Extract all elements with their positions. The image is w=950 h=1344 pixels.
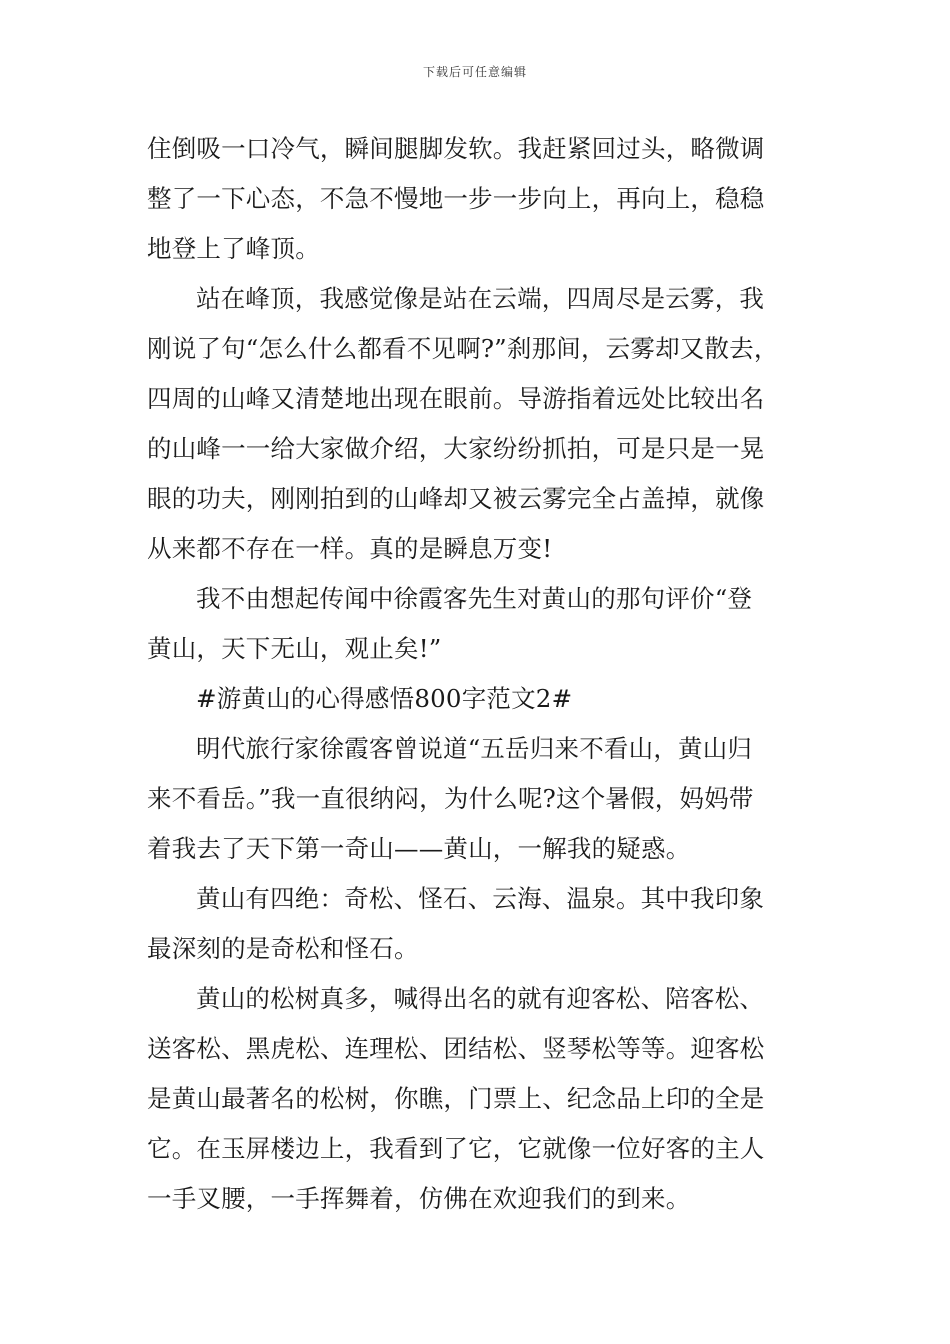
text-line: 来不看岳。”我一直很纳闷，为什么呢?这个暑假，妈妈带 [147,784,754,813]
text-line: 明代旅行家徐霞客曾说道“五岳归来不看山，黄山归 [196,734,753,763]
page-header: 下载后可任意编辑 [422,65,527,79]
section-heading: #游黄山的心得感悟800字范文2# [196,684,573,713]
text-line: 我不由想起传闻中徐霞客先生对黄山的那句评价“登 [196,584,753,613]
text-line: 刚说了句“怎么什么都看不见啊?”刹那间，云雾却又散去， [147,334,779,363]
text-line: 一手叉腰，一手挥舞着，仿佛在欢迎我们的到来。 [147,1184,691,1213]
text-line: 的山峰一一给大家做介绍，大家纷纷抓拍，可是只是一晃 [147,434,765,463]
text-line: 送客松、黑虎松、连理松、团结松、竖琴松等等。迎客松 [147,1034,765,1063]
text-line: 黄山，天下无山，观止矣!” [147,634,442,663]
text-line: 地登上了峰顶。 [147,234,320,263]
text-line: 站在峰顶，我感觉像是站在云端，四周尽是云雾，我 [196,284,765,313]
text-line: 最深刻的是奇松和怪石。 [147,934,419,963]
text-line: 它。在玉屏楼边上，我看到了它，它就像一位好客的主人 [147,1134,765,1163]
text-line: 着我去了天下第一奇山——黄山，一解我的疑惑。 [147,834,691,863]
text-line: 从来都不存在一样。真的是瞬息万变! [147,534,553,563]
text-line: 黄山有四绝：奇松、怪石、云海、温泉。其中我印象 [196,884,765,913]
text-line: 整了一下心态，不急不慢地一步一步向上，再向上，稳稳 [147,184,765,213]
text-line: 四周的山峰又清楚地出现在眼前。导游指着远处比较出名 [147,384,765,413]
document-body [147,124,809,1224]
text-line: 是黄山最著名的松树，你瞧，门票上、纪念品上印的全是 [147,1084,765,1113]
text-line: 眼的功夫，刚刚拍到的山峰却又被云雾完全占盖掉，就像 [147,484,765,513]
text-line: 黄山的松树真多，喊得出名的就有迎客松、陪客松、 [196,984,765,1013]
text-line: 住倒吸一口冷气，瞬间腿脚发软。我赶紧回过头，略微调 [147,134,765,163]
